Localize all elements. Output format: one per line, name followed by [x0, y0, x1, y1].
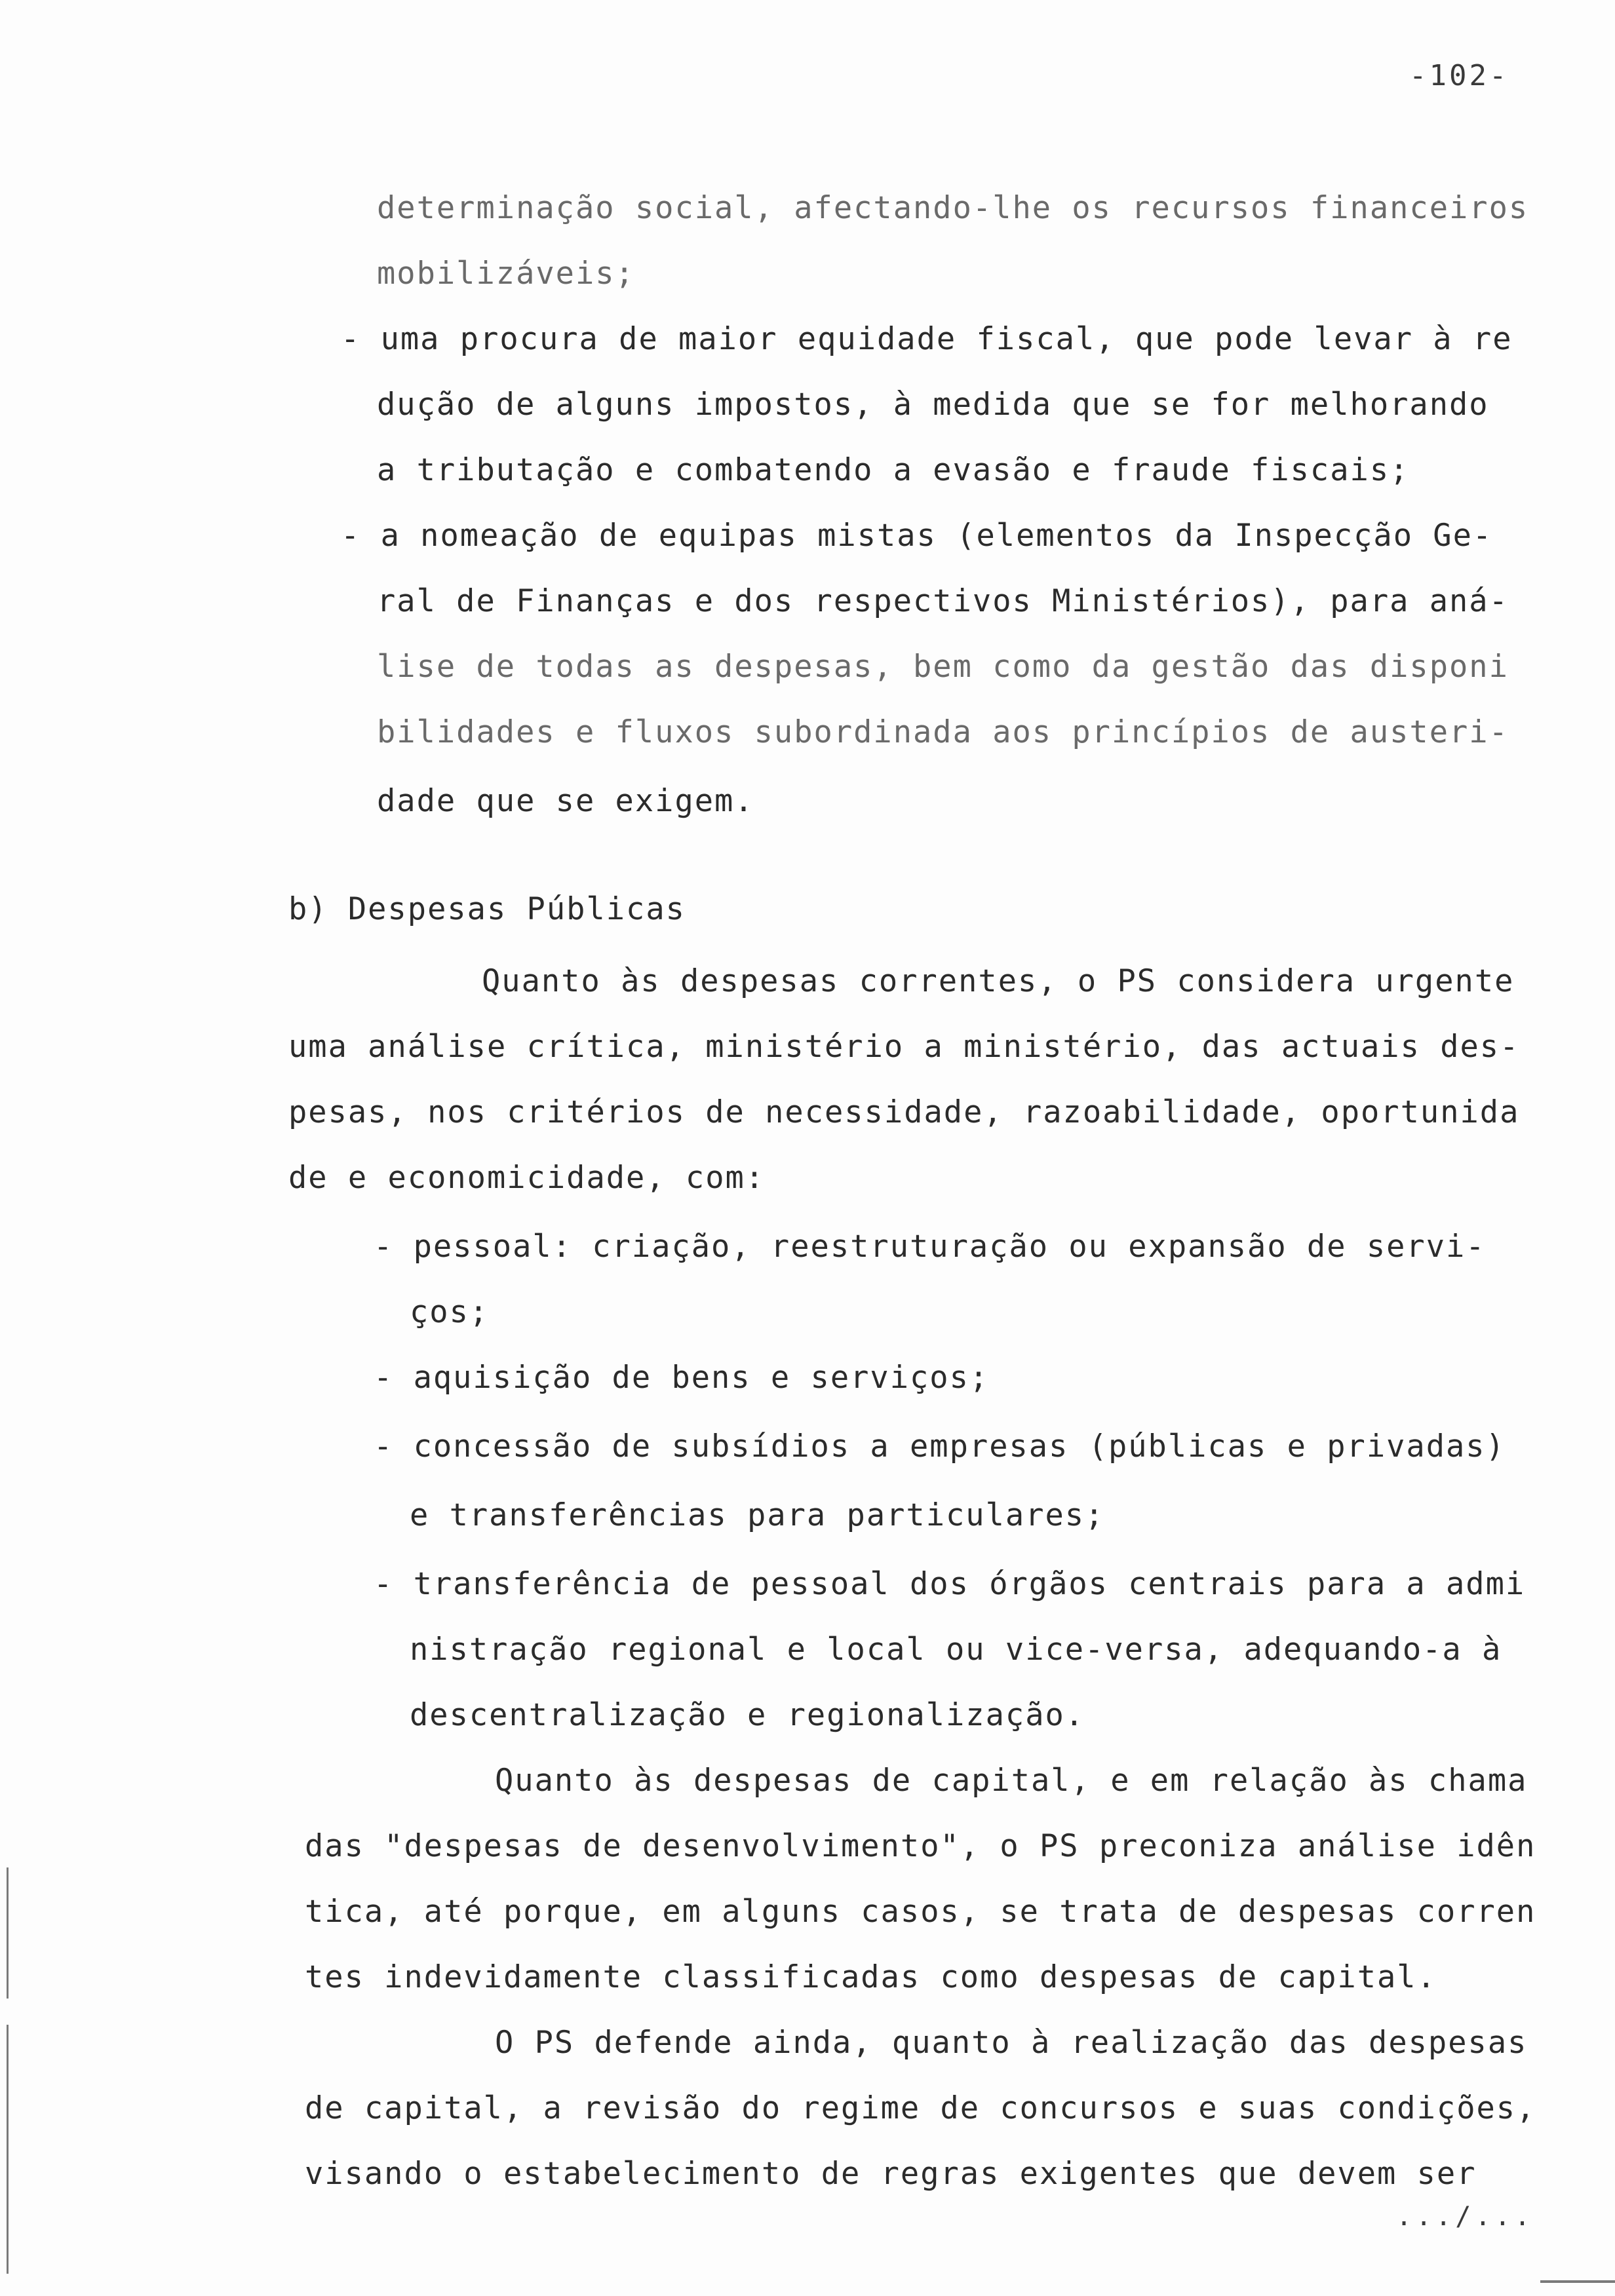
bullet-line: - transferência de pessoal dos órgãos centrais para a admi	[374, 1566, 1526, 1602]
text-line: dução de alguns impostos, à medida que se for melhorando	[377, 387, 1489, 423]
text-line: ços;	[410, 1294, 490, 1330]
scan-artifact	[7, 1867, 9, 1999]
scan-artifact	[1540, 2280, 1615, 2283]
text-line: uma análise crítica, ministério a ministério, das actuais des-	[288, 1029, 1520, 1065]
text-line: nistração regional e local ou vice-versa, adequando-a à	[410, 1632, 1502, 1668]
text-line: dade que se exigem.	[377, 783, 754, 819]
page-number: -102-	[1409, 59, 1509, 92]
text-line: mobilizáveis;	[377, 256, 635, 292]
bullet-line: - pessoal: criação, reestruturação ou expansão de servi-	[374, 1229, 1486, 1265]
text-line: de e economicidade, com:	[288, 1160, 766, 1196]
bullet-line: - a nomeação de equipas mistas (elementos da Inspecção Ge-	[341, 518, 1493, 554]
section-heading-text: b) Despesas Públicas	[288, 891, 686, 927]
text-line: de capital, a revisão do regime de concursos e suas condições,	[305, 2090, 1536, 2126]
paragraph-start: Quanto às despesas correntes, o PS considera urgente	[482, 963, 1515, 999]
bullet-line: - uma procura de maior equidade fiscal, que pode levar à re	[341, 321, 1513, 357]
text-line: tes indevidamente classificadas como despesas de capital.	[305, 1959, 1437, 1995]
text-line: lise de todas as despesas, bem como da gestão das disponi	[377, 649, 1509, 685]
bullet-line: - concessão de subsídios a empresas (públicas e privadas)	[374, 1428, 1506, 1464]
text-line: e transferências para particulares;	[410, 1497, 1105, 1533]
text-line: a tributação e combatendo a evasão e fraude fiscais;	[377, 452, 1410, 488]
text-line: determinação social, afectando-lhe os recursos financeiros	[377, 190, 1529, 226]
text-line: visando o estabelecimento de regras exigentes que devem ser	[305, 2156, 1477, 2192]
text-line: ral de Finanças e dos respectivos Ministérios), para aná-	[377, 583, 1509, 619]
section-heading	[288, 891, 686, 928]
text-line: das "despesas de desenvolvimento", o PS preconiza análise idên	[305, 1828, 1536, 1864]
text-line: descentralização e regionalização.	[410, 1697, 1085, 1733]
text-line: tica, até porque, em alguns casos, se trata de despesas corren	[305, 1894, 1536, 1930]
text-line: bilidades e fluxos subordinada aos princípios de austeri-	[377, 714, 1509, 750]
continuation-mark: .../...	[1396, 2202, 1534, 2232]
scan-artifact	[7, 2025, 9, 2274]
text-line: pesas, nos critérios de necessidade, razoabilidade, oportunida	[288, 1094, 1520, 1130]
paragraph-start: O PS defende ainda, quanto à realização das despesas	[495, 2025, 1528, 2061]
paragraph-start: Quanto às despesas de capital, e em relação às chama	[495, 1763, 1528, 1799]
bullet-line: - aquisição de bens e serviços;	[374, 1360, 990, 1396]
